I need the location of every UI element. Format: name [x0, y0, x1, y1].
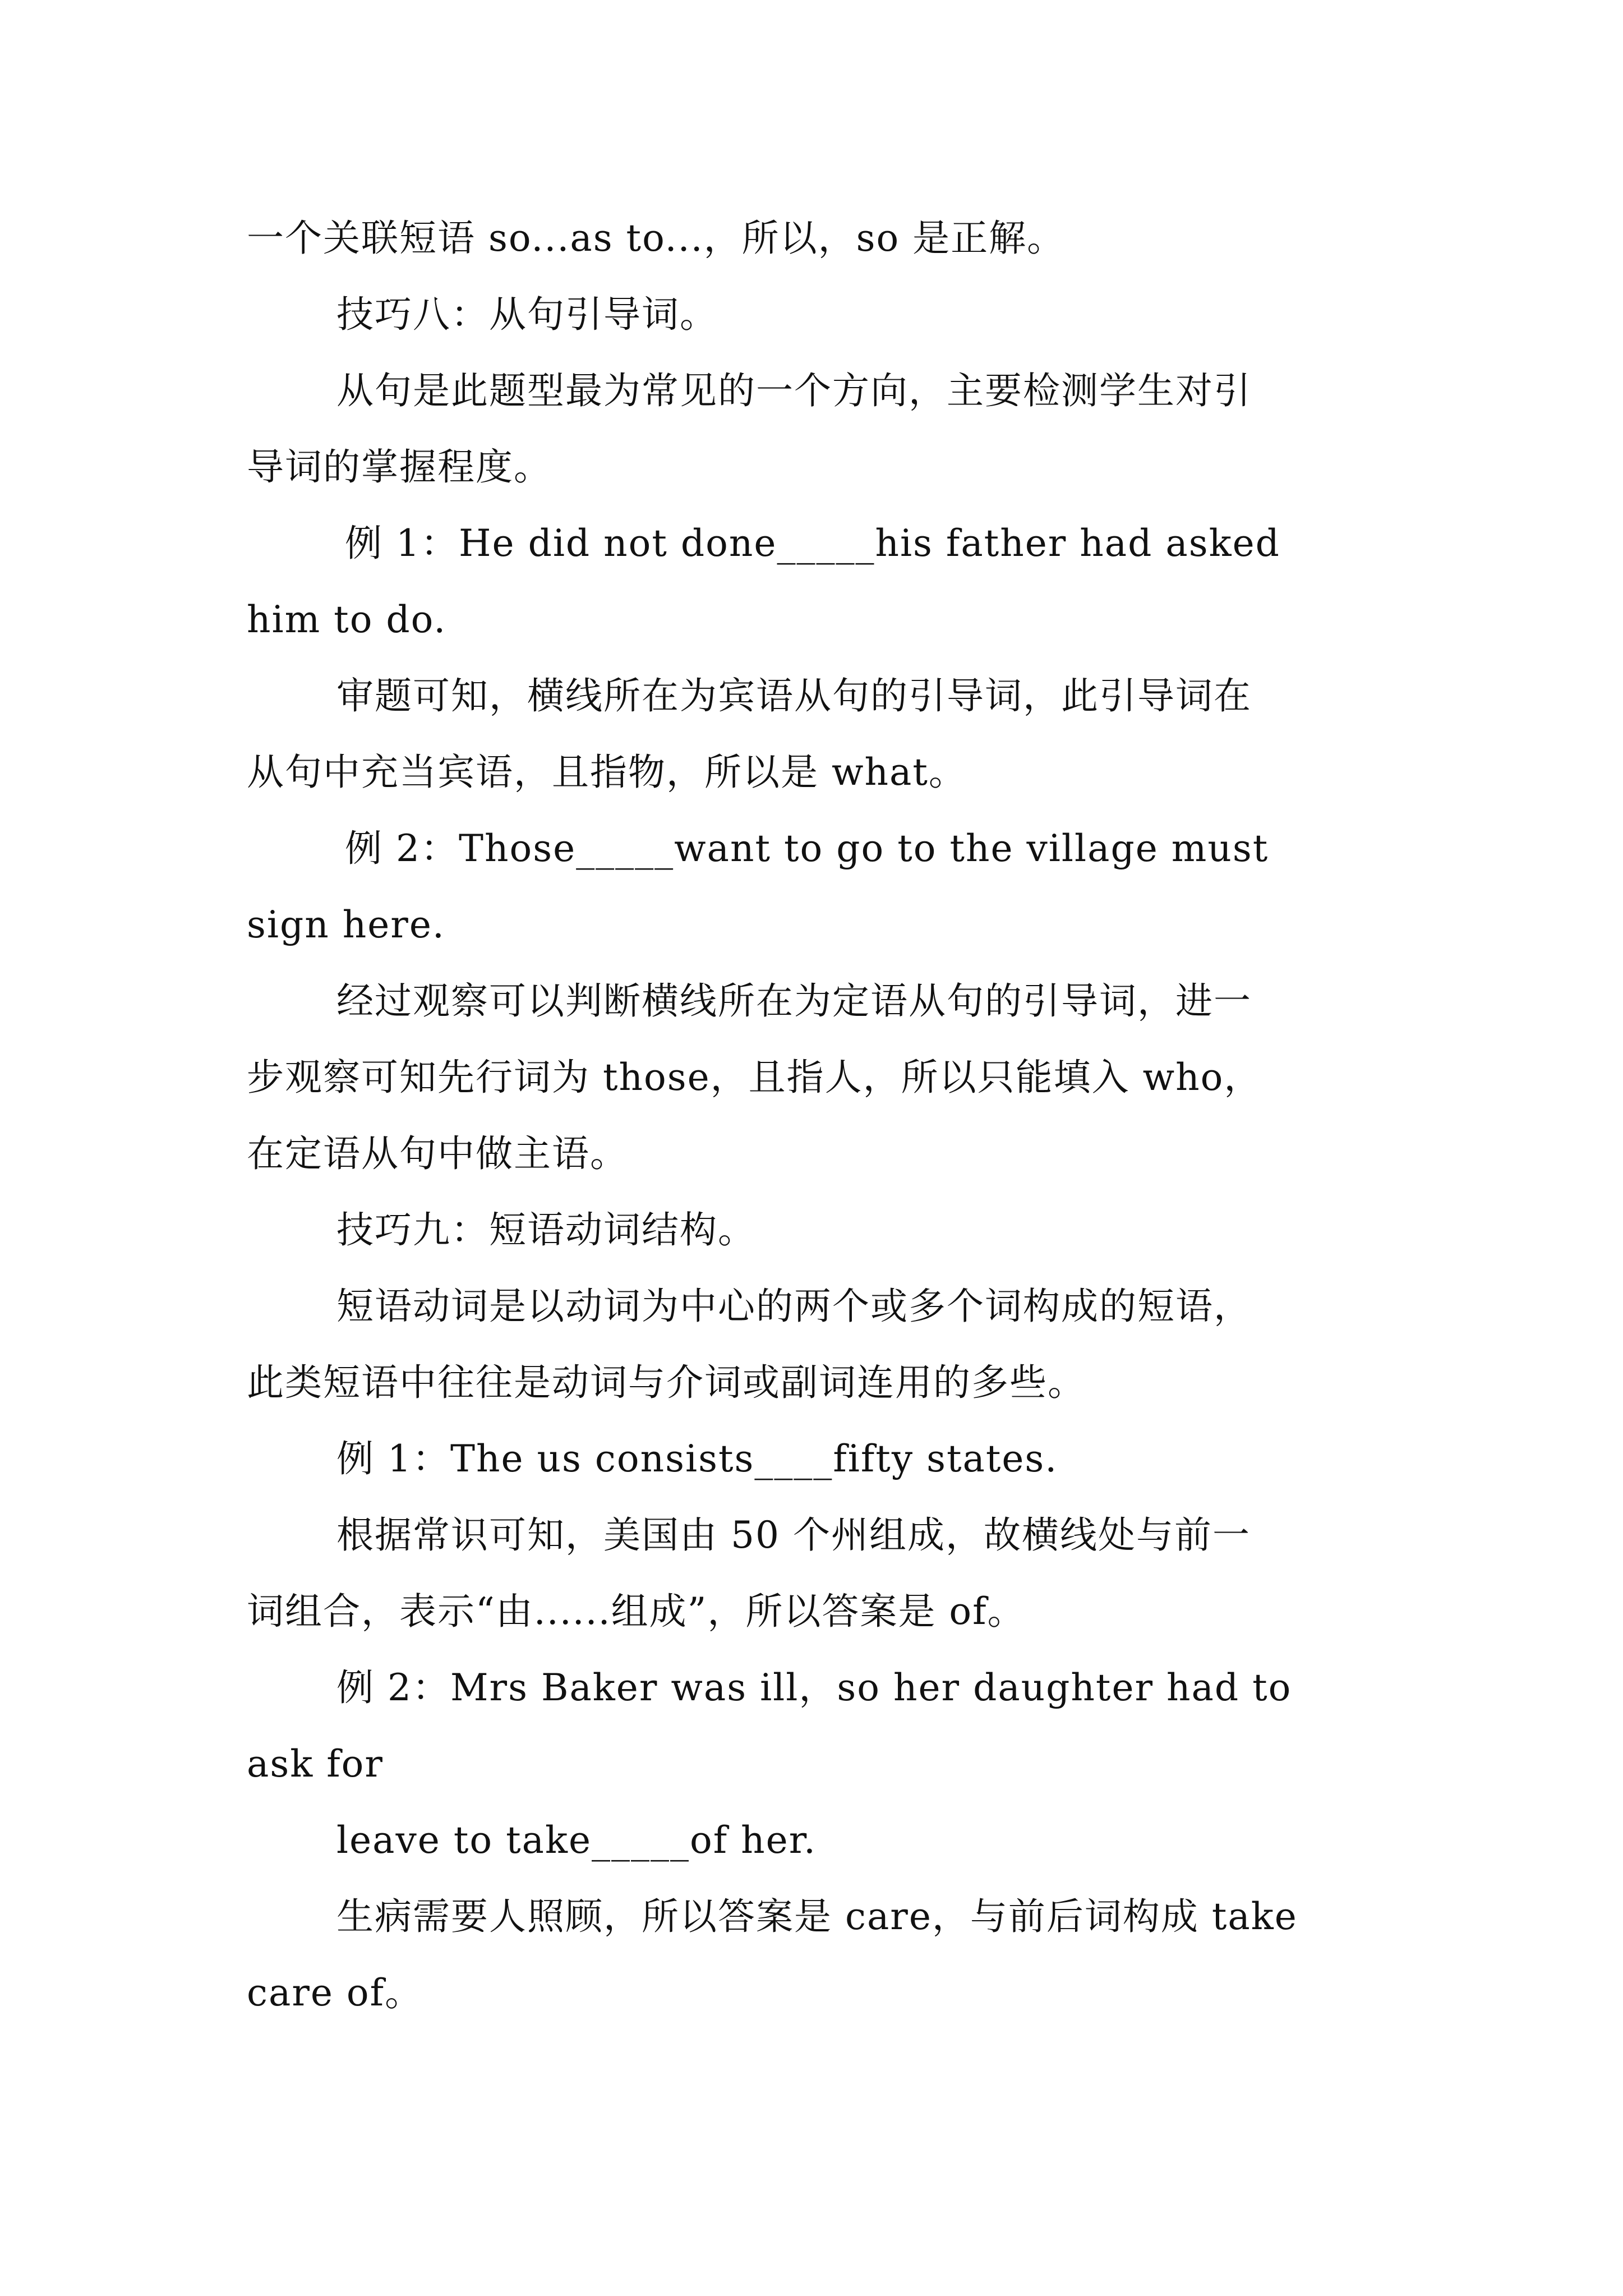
text-line-23: 生病需要人照顾，所以答案是 care，与前后词构成 take	[336, 1895, 1298, 1938]
example-1-line-1: 例 1：He did not done_____his father had asked	[345, 522, 1280, 565]
text-line-12: 步观察可知先行词为 those，且指人，所以只能填入 who，	[247, 1056, 1262, 1099]
example-4-line-3: leave to take_____of her.	[336, 1819, 817, 1862]
text-line-1: 一个关联短语 so...as to...，所以，so 是正解。	[247, 217, 1066, 260]
text-line-19: 词组合，表示“由......组成”，所以答案是 of。	[247, 1590, 1026, 1633]
text-line-3: 从句是此题型最为常见的一个方向，主要检测学生对引	[336, 369, 1252, 412]
example-3-line-1: 例 1：The us consists____fifty states.	[336, 1437, 1058, 1480]
text-line-11: 经过观察可以判断横线所在为定语从句的引导词，进一	[336, 979, 1252, 1023]
section-heading-tip-9: 技巧九：短语动词结构。	[336, 1208, 756, 1251]
text-line-7: 审题可知，横线所在为宾语从句的引导词，此引导词在	[336, 674, 1252, 717]
text-line-16: 此类短语中往往是动词与介词或副词连用的多些。	[247, 1361, 1086, 1404]
text-line-15: 短语动词是以动词为中心的两个或多个词构成的短语，	[336, 1285, 1252, 1328]
example-2-line-1: 例 2：Those_____want to go to the village must	[345, 827, 1269, 870]
text-line-18: 根据常识可知，美国由 50 个州组成，故横线处与前一	[336, 1513, 1251, 1557]
example-1-line-2: him to do.	[247, 598, 447, 641]
example-4-line-2: ask for	[247, 1742, 384, 1786]
example-2-line-2: sign here.	[247, 903, 445, 946]
text-line-24: care of。	[247, 1971, 423, 2014]
example-4-line-1: 例 2：Mrs Baker was ill，so her daughter had to	[336, 1666, 1292, 1709]
text-line-4: 导词的掌握程度。	[247, 445, 552, 489]
text-line-8: 从句中充当宾语，且指物，所以是 what。	[247, 751, 967, 794]
section-heading-tip-8: 技巧八：从句引导词。	[336, 293, 718, 336]
text-line-13: 在定语从句中做主语。	[247, 1132, 628, 1175]
